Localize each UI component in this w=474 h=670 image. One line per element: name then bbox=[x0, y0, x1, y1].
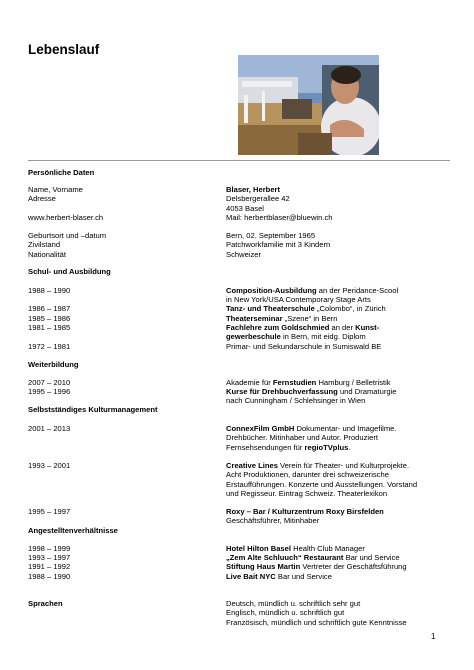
entry-date: 1972 – 1981 bbox=[28, 342, 71, 351]
entry-text: in New York/USA Contemporary Stage Arts bbox=[226, 295, 371, 304]
entry-text: Geschäftsführer, Mitinhaber bbox=[226, 516, 320, 525]
portrait-photo bbox=[238, 55, 379, 155]
entry-text bbox=[226, 333, 366, 342]
entry-detail: Hamburg / Belletristik bbox=[316, 378, 391, 387]
entry-prefix: Akademie für bbox=[226, 378, 273, 387]
entry-detail: Bar und Service bbox=[343, 553, 400, 562]
entry-detail: Verein für Theater- und Kulturprojekte. bbox=[277, 461, 410, 470]
section-heading-schooling: Schul- und Ausbildung bbox=[28, 267, 111, 276]
entry-text: Primar- und Sekundarschule in Sumiswald BE bbox=[226, 342, 382, 351]
entry-detail: an der Peridance-Scool bbox=[316, 286, 399, 295]
entry-date: 1995 – 1997 bbox=[28, 507, 71, 516]
entry-title: Composition-Ausbildung bbox=[226, 286, 317, 295]
entry-date: 1981 – 1985 bbox=[28, 323, 71, 332]
entry-title: „Zem Alte Schluuch“ Restaurant bbox=[226, 553, 344, 562]
entry-detail: Bar und Service bbox=[275, 572, 332, 581]
entry-date: 1988 – 1990 bbox=[28, 286, 71, 295]
label-birth: Geburtsort und –datum bbox=[28, 231, 107, 240]
entry-date: 1985 – 1986 bbox=[28, 314, 71, 323]
entry-text bbox=[226, 563, 407, 572]
section-heading-personal: Persönliche Daten bbox=[28, 168, 95, 177]
entry-title: Kurse für Drehbuchverfassung bbox=[226, 387, 338, 396]
page-title: Lebenslauf bbox=[28, 42, 100, 57]
entry-title: ConnexFilm GmbH bbox=[226, 424, 295, 433]
section-heading-languages: Sprachen bbox=[28, 599, 63, 608]
value-street: Delsbergerallee 42 bbox=[226, 194, 290, 203]
portrait-photo-icon bbox=[238, 55, 379, 155]
label-address: Adresse bbox=[28, 194, 56, 203]
entry-text: Erstaufführungen. Konzerte und Ausstellungen. Vorstand bbox=[226, 480, 418, 489]
entry-detail: „Szene“ in Bern bbox=[282, 314, 338, 323]
label-nationality: Nationalität bbox=[28, 250, 66, 259]
entry-detail: Health Club Manager bbox=[290, 544, 365, 553]
entry-date: 1991 – 1992 bbox=[28, 562, 71, 571]
entry-detail: Vertreter der Geschäftsführung bbox=[300, 562, 407, 571]
entry-date: 1993 – 1997 bbox=[28, 553, 71, 562]
language-german: Deutsch, mündlich u. schriftlich sehr gut bbox=[226, 599, 361, 608]
entry-detail: in Bern, mit eidg. Diplom bbox=[280, 332, 366, 341]
entry-title-cont: Kunst- bbox=[355, 323, 380, 332]
value-birth: Bern, 02. September 1965 bbox=[226, 231, 316, 240]
entry-text: und Regisseur. Eintrag Schweiz. Theaterlexikon bbox=[226, 489, 388, 498]
entry-date: 2007 – 2010 bbox=[28, 378, 71, 387]
entry-text: Drehbücher. Mitinhaber und Autor. Produziert bbox=[226, 433, 378, 442]
entry-date: 1988 – 1990 bbox=[28, 572, 71, 581]
entry-text: Acht Produktionen, darunter drei schweizerische bbox=[226, 470, 389, 479]
entry-detail: . bbox=[348, 443, 351, 452]
header-divider bbox=[28, 160, 450, 161]
entry-detail: und Dramaturgie bbox=[337, 387, 397, 396]
entry-title: Theaterseminar bbox=[226, 314, 283, 323]
value-nationality: Schweizer bbox=[226, 250, 262, 259]
label-name: Name, Vorname bbox=[28, 185, 83, 194]
language-french: Französisch, mündlich und schriftlich gute Kenntnisse bbox=[226, 618, 407, 627]
page-number: 1 bbox=[431, 632, 436, 641]
section-heading-further: Weiterbildung bbox=[28, 360, 79, 369]
value-civil-status: Patchworkfamilie mit 3 Kindern bbox=[226, 240, 331, 249]
entry-title: Live Bait NYC bbox=[226, 572, 276, 581]
language-english: Englisch, mündlich u. schriftlich gut bbox=[226, 608, 345, 617]
entry-text bbox=[226, 305, 386, 314]
entry-text bbox=[226, 573, 332, 582]
entry-detail: Dokumentar- und Imagefilme. bbox=[294, 424, 397, 433]
value-city: 4053 Basel bbox=[226, 204, 264, 213]
entry-title: regioTVplus bbox=[304, 443, 349, 452]
label-website: www.herbert-blaser.ch bbox=[28, 213, 104, 222]
entry-date: 1993 – 2001 bbox=[28, 461, 71, 470]
entry-date: 1995 – 1996 bbox=[28, 387, 71, 396]
entry-title: Hotel Hilton Basel bbox=[226, 544, 291, 553]
entry-text: nach Cunningham / Schlehsinger in Wien bbox=[226, 396, 366, 405]
entry-detail: „Colombo“, in Zürich bbox=[314, 304, 386, 313]
entry-title: Stiftung Haus Martin bbox=[226, 562, 301, 571]
entry-text bbox=[226, 444, 351, 453]
entry-date: 1986 – 1987 bbox=[28, 304, 71, 313]
entry-date: 2001 – 2013 bbox=[28, 424, 71, 433]
entry-prefix: Fernsehsendungen für bbox=[226, 443, 305, 452]
entry-title: Creative Lines bbox=[226, 461, 278, 470]
value-mail: Mail: herbertblaser@bluewin.ch bbox=[226, 213, 333, 222]
entry-title: Roxy – Bar / Kulturzentrum Roxy Birsfelden bbox=[226, 507, 384, 516]
section-heading-employed: Angestelltenverhältnisse bbox=[28, 526, 118, 535]
entry-title: Fernstudien bbox=[272, 378, 317, 387]
section-heading-selfemployed: Selbstständiges Kulturmanagement bbox=[28, 405, 158, 414]
label-civil-status: Zivilstand bbox=[28, 240, 61, 249]
entry-detail: an der bbox=[329, 323, 356, 332]
entry-title: Fachlehre zum Goldschmied bbox=[226, 323, 330, 332]
entry-title: gewerbeschule bbox=[226, 332, 281, 341]
entry-date: 1998 – 1999 bbox=[28, 544, 71, 553]
entry-title: Tanz- und Theaterschule bbox=[226, 304, 315, 313]
value-name: Blaser, Herbert bbox=[226, 185, 281, 194]
